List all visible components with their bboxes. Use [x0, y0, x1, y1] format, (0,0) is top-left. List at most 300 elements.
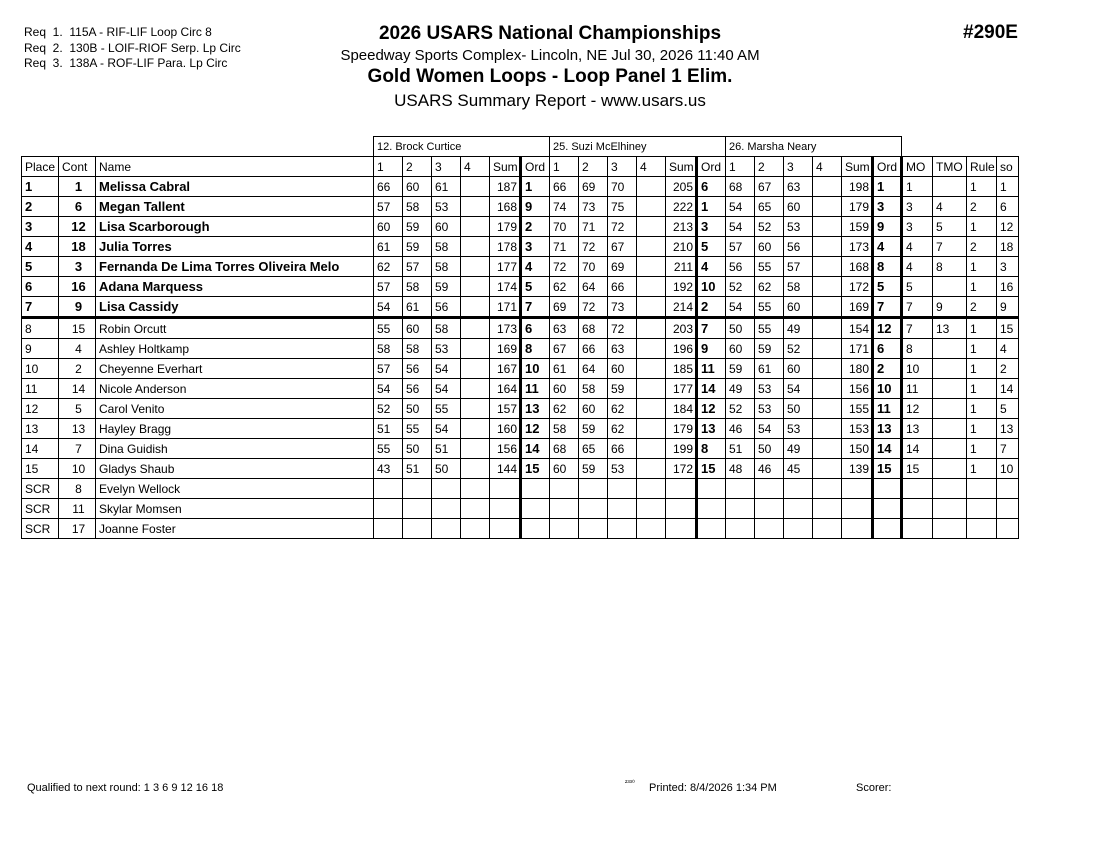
- judge-2-sum-cell: 177: [666, 379, 697, 399]
- judge-1-mark-3-header: 3: [432, 157, 461, 177]
- place-cell: 3: [22, 217, 59, 237]
- tmo-cell: 5: [933, 217, 967, 237]
- judge-3-mark-cell: [813, 399, 842, 419]
- judge-3-ordinal-cell: [873, 499, 902, 519]
- cont-cell: 11: [59, 499, 96, 519]
- judge-1-mark-cell: 57: [374, 359, 403, 379]
- judge-3-sum-cell: 139: [842, 459, 873, 479]
- judge-3-ordinal-cell: 4: [873, 237, 902, 257]
- judge-3-mark-cell: [813, 177, 842, 197]
- judge-2-mark-cell: [637, 479, 666, 499]
- rule-cell: 2: [967, 237, 997, 257]
- requirement-1: Req 1. 115A - RIF-LIF Loop Circ 8: [24, 25, 212, 39]
- judge-1-sum-cell: [490, 519, 521, 539]
- tmo-cell: [933, 499, 967, 519]
- judge-3-mark-cell: [813, 379, 842, 399]
- judge-3-mark-cell: 50: [784, 399, 813, 419]
- so-cell: 4: [997, 339, 1019, 359]
- judge-1-mark-cell: 56: [403, 359, 432, 379]
- result-row: [22, 277, 1019, 297]
- requirement-2: Req 2. 130B - LOIF-RIOF Serp. Lp Circ: [24, 40, 241, 55]
- judge-1-ordinal-cell: 12: [521, 419, 550, 439]
- judge-2-ordinal-cell: 9: [697, 339, 726, 359]
- judge-1-mark-cell: 52: [374, 399, 403, 419]
- place-cell: 12: [22, 399, 59, 419]
- judge-2-mark-cell: [550, 519, 579, 539]
- so-cell: 13: [997, 419, 1019, 439]
- judge-2-mark-cell: [579, 479, 608, 499]
- judge-1-mark-cell: 60: [403, 177, 432, 197]
- judge-2-ordinal-cell: 10: [697, 277, 726, 297]
- judge-3-mark-4-header: 4: [813, 157, 842, 177]
- judge-3-mark-cell: [813, 297, 842, 318]
- so-cell: [997, 519, 1019, 539]
- judge-2-mark-cell: [637, 297, 666, 318]
- judge-3-mark-cell: 48: [726, 459, 755, 479]
- judge-1-sum-cell: 156: [490, 439, 521, 459]
- rule-cell: 1: [967, 459, 997, 479]
- judge-2-mark-cell: [550, 479, 579, 499]
- judge-2-sum-cell: [666, 499, 697, 519]
- judge-1-ordinal-cell: [521, 499, 550, 519]
- place-cell: 6: [22, 277, 59, 297]
- judge-1-mark-cell: 54: [432, 379, 461, 399]
- skater-name-cell: Hayley Bragg: [96, 419, 374, 439]
- judge-3-ordinal-cell: [873, 479, 902, 499]
- result-row: [22, 479, 1019, 499]
- tmo-cell: [933, 519, 967, 539]
- rule-cell: 1: [967, 217, 997, 237]
- judge-1-mark-cell: 58: [403, 339, 432, 359]
- judge-1-mark-cell: [461, 379, 490, 399]
- judge-2-mark-cell: 66: [608, 439, 637, 459]
- judge-3-ordinal-cell: 13: [873, 419, 902, 439]
- judge-3-mark-cell: 58: [784, 277, 813, 297]
- tmo-cell: [933, 479, 967, 499]
- judge-1-mark-cell: [432, 519, 461, 539]
- judge-1-mark-cell: 61: [374, 237, 403, 257]
- judge-3-mark-cell: 52: [755, 217, 784, 237]
- tmo-cell: 4: [933, 197, 967, 217]
- judge-1-mark-cell: 50: [432, 459, 461, 479]
- judge-2-ordinal-cell: 2: [697, 297, 726, 318]
- judge-2-mark-cell: 75: [608, 197, 637, 217]
- judge-1-ordinal-cell: 4: [521, 257, 550, 277]
- judge-1-mark-cell: 59: [432, 277, 461, 297]
- so-cell: 18: [997, 237, 1019, 257]
- judge-3-ordinal-cell: 12: [873, 318, 902, 339]
- judge-1-mark-cell: [461, 519, 490, 539]
- judge-3-mark-cell: [813, 439, 842, 459]
- rule-cell: 1: [967, 277, 997, 297]
- result-row: [22, 339, 1019, 359]
- result-row: [22, 297, 1019, 318]
- place-cell: 4: [22, 237, 59, 257]
- judge-3-mark-cell: 60: [726, 339, 755, 359]
- judge-1-mark-cell: 58: [432, 237, 461, 257]
- judge-1-mark-cell: [461, 399, 490, 419]
- mo-cell: 3: [902, 217, 933, 237]
- cont-header: Cont: [59, 157, 96, 177]
- judge-1-mark-cell: [461, 237, 490, 257]
- championship-title: 2026 USARS National Championships: [378, 23, 722, 44]
- judge-1-ordinal-cell: 10: [521, 359, 550, 379]
- judge-3-name: 26. Marsha Neary: [726, 137, 902, 157]
- judge-3-mark-cell: [813, 519, 842, 539]
- mo-cell: [902, 499, 933, 519]
- judge-2-sum-cell: 179: [666, 419, 697, 439]
- judge-2-name: 25. Suzi McElhiney: [550, 137, 726, 157]
- tmo-cell: [933, 177, 967, 197]
- mo-cell: 12: [902, 399, 933, 419]
- judge-2-sum-cell: 210: [666, 237, 697, 257]
- judge-2-ordinal-cell: 8: [697, 439, 726, 459]
- judge-3-ordinal-cell: 6: [873, 339, 902, 359]
- judge-3-mark-cell: 50: [726, 318, 755, 339]
- result-row: [22, 197, 1019, 217]
- report-subtitle: USARS Summary Report - www.usars.us: [394, 91, 706, 110]
- judge-1-mark-cell: 55: [374, 439, 403, 459]
- mo-cell: 7: [902, 297, 933, 318]
- skater-name-cell: Nicole Anderson: [96, 379, 374, 399]
- tmo-cell: [933, 419, 967, 439]
- judge-1-mark-cell: [461, 277, 490, 297]
- judge-3-mark-cell: 54: [755, 419, 784, 439]
- judge-3-mark-cell: 54: [726, 197, 755, 217]
- judge-2-mark-cell: 67: [608, 237, 637, 257]
- judge-2-ordinal-cell: 14: [697, 379, 726, 399]
- judge-2-ordinal-cell: 7: [697, 318, 726, 339]
- judge-2-mark-cell: 66: [579, 339, 608, 359]
- skater-name-cell: Joanne Foster: [96, 519, 374, 539]
- judge-header-row: [22, 137, 1019, 157]
- judge-2-mark-cell: [550, 499, 579, 519]
- so-cell: 16: [997, 277, 1019, 297]
- cont-cell: 1: [59, 177, 96, 197]
- tmo-cell: [933, 379, 967, 399]
- judge-3-mark-cell: [813, 217, 842, 237]
- judge-3-mark-cell: [813, 339, 842, 359]
- qualified-line: Qualified to next round: 1 3 6 9 12 16 18: [27, 782, 224, 794]
- judge-2-sum-cell: [666, 519, 697, 539]
- judge-2-ordinal-cell: 6: [697, 177, 726, 197]
- judge-1-mark-cell: 57: [374, 197, 403, 217]
- judge-3-sum-cell: [842, 499, 873, 519]
- result-row: [22, 257, 1019, 277]
- cont-cell: 3: [59, 257, 96, 277]
- requirements-list: [24, 25, 241, 72]
- judge-1-mark-cell: [461, 318, 490, 339]
- judge-2-mark-4-header: 4: [637, 157, 666, 177]
- judge-3-mark-cell: 55: [755, 257, 784, 277]
- judge-2-mark-cell: 72: [608, 318, 637, 339]
- rule-header: Rule: [967, 157, 997, 177]
- judge-1-sum-cell: 157: [490, 399, 521, 419]
- judge-2-mark-cell: [637, 237, 666, 257]
- judge-3-ordinal-cell: 3: [873, 197, 902, 217]
- place-cell: SCR: [22, 519, 59, 539]
- judge-1-mark-cell: [403, 499, 432, 519]
- cont-cell: 13: [59, 419, 96, 439]
- judge-1-mark-cell: 58: [403, 197, 432, 217]
- judge-3-sum-cell: 168: [842, 257, 873, 277]
- judge-1-mark-cell: [461, 339, 490, 359]
- judge-1-mark-cell: [432, 499, 461, 519]
- skater-name-cell: Dina Guidish: [96, 439, 374, 459]
- judge-3-ordinal-cell: 2: [873, 359, 902, 379]
- judge-2-sum-header: Sum: [666, 157, 697, 177]
- event-number: #290E: [963, 22, 1018, 43]
- so-cell: 9: [997, 297, 1019, 318]
- judge-3-mark-cell: [813, 459, 842, 479]
- judge-2-mark-cell: 64: [579, 359, 608, 379]
- judge-1-mark-4-header: 4: [461, 157, 490, 177]
- judge-2-sum-cell: 172: [666, 459, 697, 479]
- cont-cell: 8: [59, 479, 96, 499]
- judge-2-mark-cell: 70: [550, 217, 579, 237]
- judge-1-mark-cell: 54: [374, 297, 403, 318]
- rule-cell: 1: [967, 359, 997, 379]
- skater-name-cell: Fernanda De Lima Torres Oliveira Melo: [96, 257, 374, 277]
- judge-3-sum-cell: 154: [842, 318, 873, 339]
- judge-3-mark-cell: [813, 277, 842, 297]
- judge-3-mark-cell: 61: [755, 359, 784, 379]
- result-row: [22, 359, 1019, 379]
- so-cell: 3: [997, 257, 1019, 277]
- judge-1-mark-cell: 66: [374, 177, 403, 197]
- judge-3-mark-cell: [755, 519, 784, 539]
- judge-1-ordinal-cell: 9: [521, 197, 550, 217]
- skater-name-cell: Cheyenne Everhart: [96, 359, 374, 379]
- judge-2-mark-cell: 68: [550, 439, 579, 459]
- judge-1-mark-1-header: 1: [374, 157, 403, 177]
- judge-1-mark-cell: [461, 297, 490, 318]
- judge-1-mark-cell: 58: [374, 339, 403, 359]
- place-cell: SCR: [22, 479, 59, 499]
- judge-1-mark-cell: 58: [403, 277, 432, 297]
- judge-1-ord-header: Ord: [521, 157, 550, 177]
- judge-2-sum-cell: 203: [666, 318, 697, 339]
- judge-1-mark-cell: 57: [403, 257, 432, 277]
- judge-1-mark-cell: [461, 177, 490, 197]
- mo-cell: 7: [902, 318, 933, 339]
- result-row: [22, 399, 1019, 419]
- judge-3-mark-cell: 54: [726, 297, 755, 318]
- judge-3-mark-1-header: 1: [726, 157, 755, 177]
- cont-cell: 15: [59, 318, 96, 339]
- judge-2-ordinal-cell: 11: [697, 359, 726, 379]
- rule-cell: 2: [967, 297, 997, 318]
- judge-3-mark-cell: [755, 479, 784, 499]
- judge-3-mark-cell: [813, 499, 842, 519]
- judge-2-ordinal-cell: 1: [697, 197, 726, 217]
- judge-3-mark-cell: 50: [755, 439, 784, 459]
- judge-3-mark-cell: 53: [755, 399, 784, 419]
- judge-2-mark-cell: 63: [608, 339, 637, 359]
- tmo-cell: [933, 439, 967, 459]
- judge-2-mark-cell: 60: [608, 359, 637, 379]
- tmo-cell: 13: [933, 318, 967, 339]
- judge-1-sum-cell: 160: [490, 419, 521, 439]
- skater-name-cell: Ashley Holtkamp: [96, 339, 374, 359]
- judge-1-mark-cell: 57: [374, 277, 403, 297]
- judge-2-mark-cell: 59: [579, 459, 608, 479]
- judge-1-sum-cell: 173: [490, 318, 521, 339]
- judge-3-sum-cell: [842, 479, 873, 499]
- judge-2-ordinal-cell: 12: [697, 399, 726, 419]
- judge-3-mark-cell: 60: [784, 359, 813, 379]
- judge-3-mark-cell: 53: [755, 379, 784, 399]
- cont-cell: 14: [59, 379, 96, 399]
- event-title: Gold Women Loops - Loop Panel 1 Elim.: [367, 66, 733, 87]
- judge-3-sum-cell: 156: [842, 379, 873, 399]
- so-cell: 15: [997, 318, 1019, 339]
- mo-cell: 15: [902, 459, 933, 479]
- judge-1-mark-cell: 58: [432, 257, 461, 277]
- judge-1-sum-cell: [490, 499, 521, 519]
- judge-3-mark-cell: 46: [755, 459, 784, 479]
- judge-2-sum-cell: 211: [666, 257, 697, 277]
- judge-2-ordinal-cell: 13: [697, 419, 726, 439]
- mo-cell: 8: [902, 339, 933, 359]
- judge-2-mark-cell: [637, 257, 666, 277]
- judge-2-mark-cell: 74: [550, 197, 579, 217]
- place-cell: 11: [22, 379, 59, 399]
- judge-1-ordinal-cell: 6: [521, 318, 550, 339]
- judge-1-sum-cell: [490, 479, 521, 499]
- mo-cell: 5: [902, 277, 933, 297]
- judge-3-ordinal-cell: 14: [873, 439, 902, 459]
- judge-2-ordinal-cell: 3: [697, 217, 726, 237]
- judge-2-sum-cell: 196: [666, 339, 697, 359]
- judge-3-ordinal-cell: [873, 519, 902, 539]
- judge-1-mark-cell: [461, 499, 490, 519]
- judge-1-mark-cell: [403, 479, 432, 499]
- judge-3-mark-cell: 52: [726, 399, 755, 419]
- judge-3-mark-cell: [726, 499, 755, 519]
- judge-3-mark-cell: 60: [784, 197, 813, 217]
- judge-3-ordinal-cell: 8: [873, 257, 902, 277]
- judge-2-mark-cell: 61: [550, 359, 579, 379]
- tmo-cell: 8: [933, 257, 967, 277]
- judge-2-mark-1-header: 1: [550, 157, 579, 177]
- cont-cell: 4: [59, 339, 96, 359]
- so-header: so: [997, 157, 1019, 177]
- judge-3-sum-cell: 150: [842, 439, 873, 459]
- place-cell: 8: [22, 318, 59, 339]
- tmo-cell: [933, 359, 967, 379]
- result-row: [22, 439, 1019, 459]
- judge-1-mark-cell: 51: [374, 419, 403, 439]
- judge-1-mark-cell: 62: [374, 257, 403, 277]
- judge-2-mark-cell: 66: [550, 177, 579, 197]
- cont-cell: 2: [59, 359, 96, 379]
- judge-1-mark-cell: [461, 439, 490, 459]
- result-row: [22, 237, 1019, 257]
- skater-name-cell: Skylar Momsen: [96, 499, 374, 519]
- judge-2-mark-cell: 69: [579, 177, 608, 197]
- so-cell: 1: [997, 177, 1019, 197]
- skater-name-cell: Julia Torres: [96, 237, 374, 257]
- judge-3-sum-cell: 171: [842, 339, 873, 359]
- judge-1-mark-cell: 54: [374, 379, 403, 399]
- judge-1-sum-cell: 167: [490, 359, 521, 379]
- tmo-cell: [933, 277, 967, 297]
- result-row: [22, 318, 1019, 339]
- rule-cell: 1: [967, 339, 997, 359]
- place-cell: 15: [22, 459, 59, 479]
- judge-1-mark-cell: 55: [374, 318, 403, 339]
- judge-2-sum-cell: 192: [666, 277, 697, 297]
- judge-3-mark-cell: 65: [755, 197, 784, 217]
- judge-3-mark-cell: 55: [755, 318, 784, 339]
- mo-header: MO: [902, 157, 933, 177]
- judge-1-mark-cell: 53: [432, 197, 461, 217]
- cont-cell: 9: [59, 297, 96, 318]
- judge-2-mark-cell: 60: [550, 379, 579, 399]
- judge-2-mark-cell: [608, 499, 637, 519]
- result-row: [22, 177, 1019, 197]
- judge-2-mark-cell: [637, 519, 666, 539]
- judge-1-mark-cell: 58: [432, 318, 461, 339]
- judge-2-mark-cell: 70: [579, 257, 608, 277]
- so-cell: [997, 499, 1019, 519]
- rule-cell: 1: [967, 439, 997, 459]
- judge-3-sum-cell: 198: [842, 177, 873, 197]
- judge-1-mark-cell: [461, 217, 490, 237]
- judge-1-ordinal-cell: 15: [521, 459, 550, 479]
- place-cell: 14: [22, 439, 59, 459]
- judge-2-mark-cell: 62: [608, 419, 637, 439]
- judge-3-mark-cell: 67: [755, 177, 784, 197]
- tmo-cell: [933, 459, 967, 479]
- mo-cell: 10: [902, 359, 933, 379]
- judge-3-mark-cell: 68: [726, 177, 755, 197]
- judge-2-mark-cell: [637, 217, 666, 237]
- so-cell: 5: [997, 399, 1019, 419]
- judge-1-mark-cell: 59: [403, 217, 432, 237]
- judge-3-ordinal-cell: 7: [873, 297, 902, 318]
- judge-3-mark-cell: [813, 257, 842, 277]
- judge-2-mark-cell: [637, 277, 666, 297]
- judge-3-mark-cell: 49: [784, 439, 813, 459]
- judge-3-sum-cell: 172: [842, 277, 873, 297]
- judge-3-ordinal-cell: 9: [873, 217, 902, 237]
- judge-3-mark-cell: [784, 499, 813, 519]
- judge-3-mark-cell: 54: [726, 217, 755, 237]
- rule-cell: [967, 479, 997, 499]
- judge-1-ordinal-cell: 13: [521, 399, 550, 419]
- mo-cell: 1: [902, 177, 933, 197]
- judge-1-sum-cell: 168: [490, 197, 521, 217]
- judge-1-mark-cell: 60: [432, 217, 461, 237]
- judge-2-ordinal-cell: 5: [697, 237, 726, 257]
- judge-2-sum-cell: 222: [666, 197, 697, 217]
- judge-3-sum-header: Sum: [842, 157, 873, 177]
- judge-2-mark-cell: [637, 459, 666, 479]
- judge-3-ordinal-cell: 11: [873, 399, 902, 419]
- judge-3-sum-cell: 159: [842, 217, 873, 237]
- judge-1-sum-cell: 164: [490, 379, 521, 399]
- judge-1-mark-cell: 50: [403, 439, 432, 459]
- judge-1-ordinal-cell: [521, 479, 550, 499]
- judge-2-mark-cell: 69: [550, 297, 579, 318]
- judge-1-ordinal-cell: 5: [521, 277, 550, 297]
- result-row: [22, 519, 1019, 539]
- judge-3-mark-cell: 53: [784, 419, 813, 439]
- so-cell: 2: [997, 359, 1019, 379]
- judge-3-mark-3-header: 3: [784, 157, 813, 177]
